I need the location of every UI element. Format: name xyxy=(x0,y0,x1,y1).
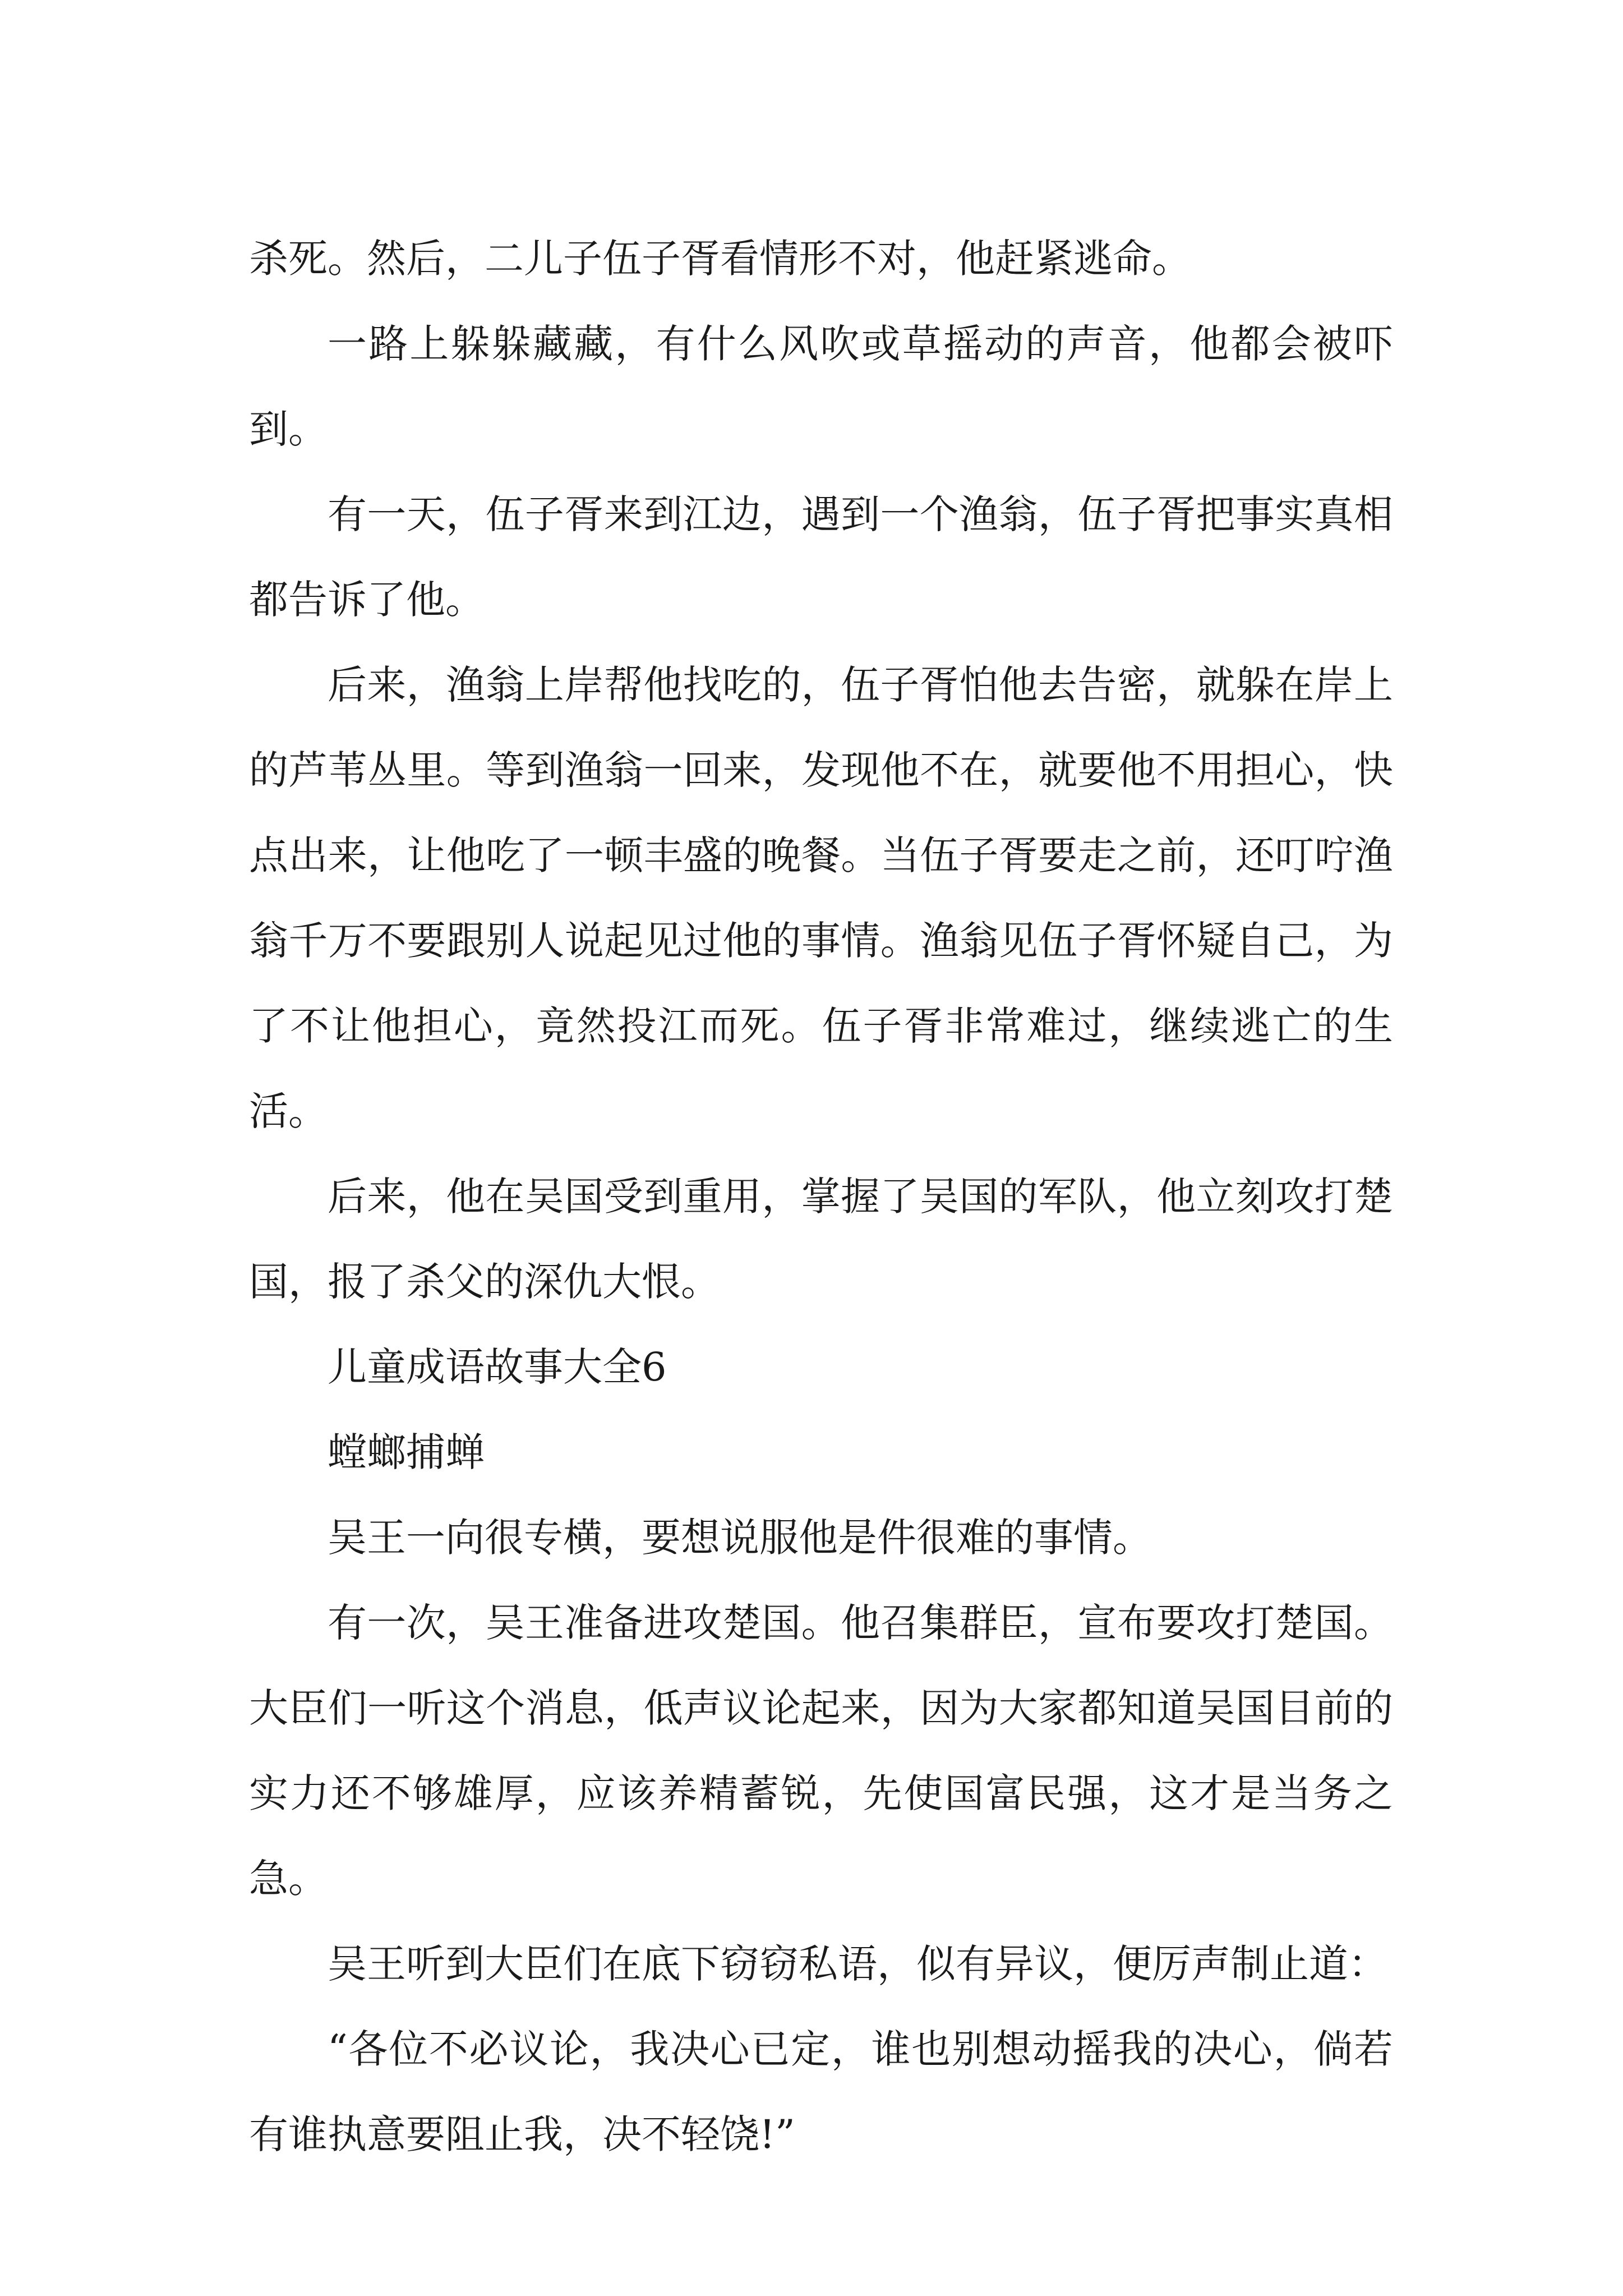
paragraph: 一路上躲躲藏藏，有什么风吹或草摇动的声音，他都会被吓到。 xyxy=(249,321,1393,452)
paragraph: 有一次，吴王准备进攻楚国。他召集群臣，宣布要攻打楚国。大臣们一听这个消息，低声议论起来，因为大家都知道吴国目前的实力还不够雄厚，应该养精蓄锐，先使国富民强，这才是当务之急。 xyxy=(249,1600,1393,1902)
paragraph: 吴王听到大臣们在底下窃窃私语，似有异议，便厉声制止道： xyxy=(328,1941,1387,1987)
paragraph: 后来，他在吴国受到重用，掌握了吴国的军队，他立刻攻打楚国，报了杀父的深仇大恨。 xyxy=(249,1174,1393,1305)
story-title: 螳螂捕蝉 xyxy=(328,1429,485,1475)
paragraph: 有一天，伍子胥来到江边，遇到一个渔翁，伍子胥把事实真相都告诉了他。 xyxy=(249,491,1393,623)
section-heading: 儿童成语故事大全6 xyxy=(328,1344,667,1390)
document-page xyxy=(249,216,1393,2177)
quote-paragraph: “各位不必议论，我决心已定，谁也别想动摇我的决心，倘若有谁执意要阻止我，决不轻饶!” xyxy=(249,2026,1393,2157)
paragraph: 吴王一向很专横，要想说服他是件很难的事情。 xyxy=(328,1515,1152,1561)
paragraph: 后来，渔翁上岸帮他找吃的，伍子胥怕他去告密，就躲在岸上的芦苇丛里。等到渔翁一回来，发现他不在，就要他不用担心，快点出来，让他吃了一顿丰盛的晚餐。当伍子胥要走之前，还叮咛渔翁千万不要跟别人说起见过他的事情。渔翁见伍子胥怀疑自己，为了不让他担心，竟然投江而死。伍子胥非常难过，继续逃亡的生活。 xyxy=(249,662,1393,1134)
paragraph: 杀死。然后，二儿子伍子胥看情形不对，他赶紧逃命。 xyxy=(249,236,1191,282)
